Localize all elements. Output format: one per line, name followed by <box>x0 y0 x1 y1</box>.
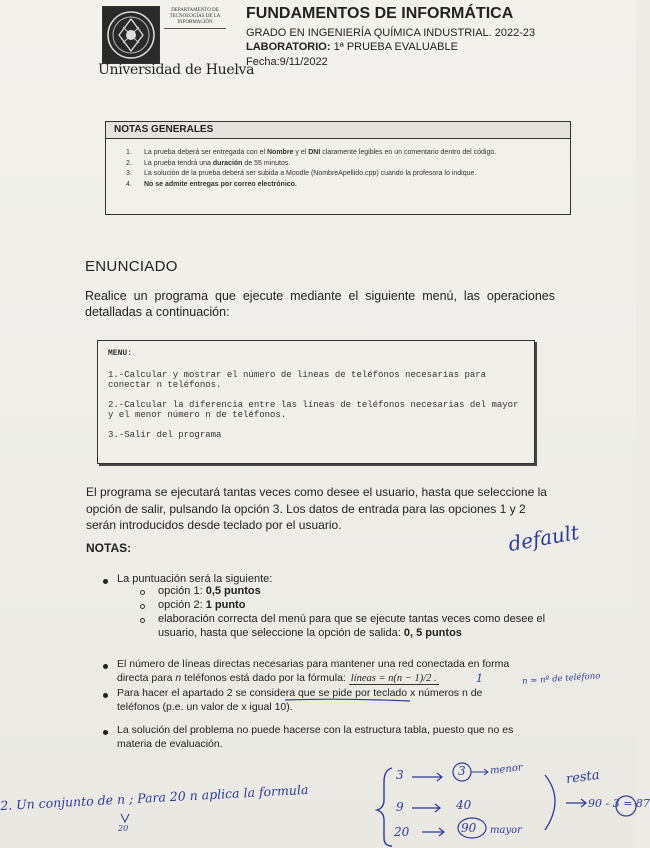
item-number: 2. <box>126 159 132 167</box>
notas-generales-title: NOTAS GENERALES <box>114 124 214 135</box>
item-number: 3. <box>126 170 132 177</box>
handwritten-r1b: 3 <box>458 764 466 778</box>
item-text: claramente legibles en un comentario dentro del código. <box>320 149 497 156</box>
handwritten-menor: menor <box>489 762 524 777</box>
item-number: 4. <box>126 180 132 188</box>
item-text: y el <box>293 149 309 156</box>
handwritten-resta: resta <box>565 767 601 788</box>
handwritten-result: 90 - 3 = 87 <box>588 797 650 810</box>
score-value: 0, 5 puntos <box>403 627 462 639</box>
body-paragraph: El programa se ejecutará tantas veces como desee el usuario, hasta que seleccione la opción de salir, pulsando la opción 3. Los datos de entrada para las opciones 1 y 2 serán introducidos desde teclado por el usuario. <box>86 485 547 532</box>
handwritten-bottom-sub: 20 <box>118 824 129 833</box>
formula: líneas = n(n − 1)/2 . <box>350 673 437 684</box>
handwritten-r2a: 9 <box>396 800 404 814</box>
handwritten-r3b: 90 <box>461 821 477 835</box>
handwritten-bottom-line: 2. Un conjunto de n ; Para 20 n aplica la formula <box>0 781 309 814</box>
item-text: de 55 minutos. <box>242 159 291 167</box>
note-text: teléfonos está dado por la fórmula: <box>181 672 349 684</box>
department-name: DEPARTAMENTO DE TECNOLOGÍAS DE LA INFORMACIÓN <box>164 8 226 29</box>
item-bold: No se admite entregas por correo electrónico. <box>144 180 297 188</box>
menu-option-2: 2.-Calcular la diferencia entre las líneas de teléfonos necesarias del mayor y el menor número n de teléfonos. <box>108 399 519 420</box>
scoring-intro: La puntuación será la siguiente: <box>117 573 273 585</box>
lab-label: LABORATORIO: <box>246 41 331 53</box>
handwritten-mayor: mayor <box>490 825 522 836</box>
tabla-note: La solución del problema no puede hacerse con la estructura tabla, puesto que no es materia de evaluación. <box>117 724 514 750</box>
score-value: 0,5 puntos <box>205 585 261 597</box>
handwritten-r3a: 20 <box>394 825 410 839</box>
course-title: FUNDAMENTOS DE INFORMÁTICA <box>246 5 514 22</box>
handwritten-default: default <box>506 519 581 557</box>
item-text: La prueba tendrá una <box>144 159 213 167</box>
item-number: 1. <box>126 149 132 156</box>
apartado-2-note: Para hacer el apartado 2 se considera que se pide por teclado x números n de teléfonos (p.e. un valor de x igual 10). <box>117 687 483 713</box>
enunciado-heading: ENUNCIADO <box>85 258 178 275</box>
note-text: El número de líneas directas necesarias para mantener una red conectada en forma directa para <box>117 658 510 684</box>
notas-heading: NOTAS: <box>86 541 132 555</box>
menu-option-1: 1.-Calcular y mostrar el número de líneas de teléfonos necesarias para conectar n teléfonos. <box>108 369 487 390</box>
enunciado-intro: Realice un programa que ejecute mediante el siguiente menú, las operaciones detalladas a continuación: <box>85 289 555 319</box>
handwritten-one: 1 <box>476 672 483 685</box>
lab-value: 1ª PRUEBA EVALUABLE <box>330 41 458 53</box>
item-text: La solución de la prueba deberá ser subida a Moodle (NombreApellido.cpp) cuando la profesora lo indique. <box>144 170 477 177</box>
item-bold: Nombre <box>266 149 294 156</box>
item-text: La prueba deberá ser entregada con el <box>144 149 267 156</box>
handwritten-r2b: 40 <box>456 798 472 812</box>
university-name: Universidad de Huelva <box>98 62 255 78</box>
score-label: elaboración correcta del menú para que se ejecute tantas veces como desee el usuario, hasta que seleccione la opción de salida: <box>158 613 546 639</box>
menu-header: MENU: <box>108 349 133 358</box>
score-value: 1 punto <box>205 599 246 611</box>
n-variable: n <box>175 672 182 684</box>
handwritten-r1a: 3 <box>396 768 404 782</box>
date-line: Fecha:9/11/2022 <box>246 56 328 68</box>
score-label: opción 2: <box>158 599 206 611</box>
item-bold: duración <box>212 159 243 167</box>
item-bold: DNI <box>308 149 321 156</box>
menu-option-3: 3.-Salir del programa <box>108 429 222 440</box>
score-label: opción 1: <box>158 585 206 597</box>
degree-line: GRADO EN INGENIERÍA QUÍMICA INDUSTRIAL. 2022-23 <box>246 27 536 39</box>
handwritten-n-note: n = nº de teléfono <box>521 671 601 687</box>
